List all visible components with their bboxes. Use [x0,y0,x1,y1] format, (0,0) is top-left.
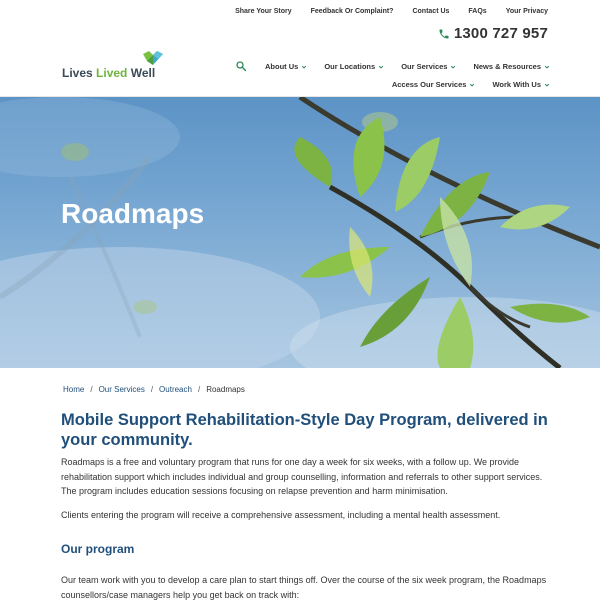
hero-leaves-image [0,97,600,368]
search-button[interactable] [235,59,247,71]
util-link-feedback[interactable]: Feedback Or Complaint? [310,8,394,15]
breadcrumb-current: Roadmaps [206,385,245,394]
chevron-down-icon [469,82,475,88]
util-link-share-story[interactable]: Share Your Story [235,8,292,15]
chevron-down-icon [544,64,550,70]
breadcrumb-separator: / [150,385,154,394]
phone-number: 1300 727 957 [453,25,548,42]
assessment-paragraph: Clients entering the program will receive a comprehensive assessment, including a mental health assessment. [61,510,501,520]
search-icon [235,60,247,72]
breadcrumb-separator: / [90,385,93,394]
breadcrumb-separator: / [197,385,201,394]
util-link-faqs[interactable]: FAQs [468,8,487,15]
page-heading: Mobile Support Rehabilitation-Style Day Program, delivered in your community. [61,411,548,449]
breadcrumb [63,385,245,394]
utility-nav [216,8,548,15]
section-heading-our-program: Our program [61,542,135,556]
chevron-down-icon [450,64,456,70]
logo-text: Lives Lived Well [62,66,156,80]
nav-work-with-us[interactable]: Work With Us [492,80,550,89]
intro-paragraph: Roadmaps is a free and voluntary program that runs for one day a week for six weeks, with a follow up. We provide rehabilitation support which includes individual and group counselling, information and referrals to other support services. The program includes education sessions focusing on relapse prevention and harm minimisation. [61,457,543,496]
main-nav-primary [248,62,550,71]
breadcrumb-our-services[interactable]: Our Services [98,385,145,394]
program-paragraph: Our team work with you to develop a care plan to start things off. Over the course of the six week program, the Roadmaps counsellors/case managers help you get back on track with: [61,575,547,600]
phone-link[interactable] [438,25,548,42]
site-logo[interactable] [62,50,172,84]
nav-news-resources[interactable]: News & Resources [473,62,550,71]
site-header [0,0,600,97]
chevron-down-icon [378,64,384,70]
nav-about-us[interactable]: About Us [265,62,307,71]
breadcrumb-home[interactable]: Home [63,385,85,394]
nav-our-locations[interactable]: Our Locations [324,62,384,71]
util-link-privacy[interactable]: Your Privacy [505,8,548,15]
logo-heart-icon [141,51,165,67]
nav-our-services[interactable]: Our Services [401,62,456,71]
main-nav-secondary [375,80,550,89]
util-link-contact[interactable]: Contact Us [412,8,450,15]
hero-title: Roadmaps [61,198,205,229]
phone-icon [438,28,450,40]
chevron-down-icon [544,82,550,88]
nav-access-services[interactable]: Access Our Services [392,80,476,89]
hero-banner [0,97,600,368]
chevron-down-icon [301,64,307,70]
breadcrumb-outreach[interactable]: Outreach [159,385,192,394]
